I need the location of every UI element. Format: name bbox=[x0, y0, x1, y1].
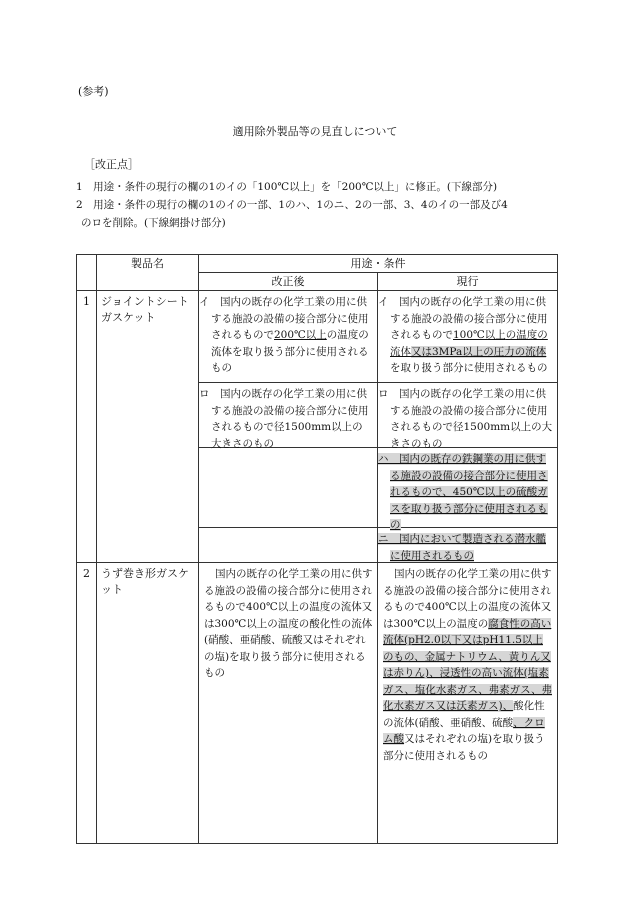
new-condition-i: イ 国内の既存の化学工業の用に供する施設の設備の接合部分に使用されるもので200℃以上の温度の流体を取り扱う部分に使用されるもの bbox=[199, 291, 378, 383]
note-2-line-2: のロを削除。(下線網掛け部分) bbox=[81, 217, 226, 229]
new-condition-ni-empty bbox=[199, 528, 378, 563]
current-condition-i: イ 国内の既存の化学工業の用に供する施設の設備の接合部分に使用されるもので100℃以上の温度の流体又は3MPa以上の圧力の流体を取り扱う部分に使用されるもの bbox=[378, 291, 558, 383]
exemption-table bbox=[76, 254, 558, 844]
header-row-1 bbox=[77, 255, 558, 273]
header-new: 改正後 bbox=[199, 273, 378, 291]
note-1: 1 用途・条件の現行の欄の1のイの「100℃以上」を「200℃以上」に修正。(下線部分) bbox=[76, 181, 498, 193]
current-condition-ni: ニ 国内において製造される潜水艦に使用されるもの bbox=[378, 528, 558, 563]
new-condition-ro: ロ 国内の既存の化学工業の用に供する施設の設備の接合部分に使用されるもので径1500mm以上の大きさのもの bbox=[199, 383, 378, 448]
note-2 bbox=[76, 196, 508, 232]
current-condition-ro: ロ 国内の既存の化学工業の用に供する施設の設備の接合部分に使用されるもので径1500mm以上の大きさのもの bbox=[378, 383, 558, 448]
table-row bbox=[77, 563, 558, 844]
row-number: 2 bbox=[77, 563, 97, 844]
table-row bbox=[77, 291, 558, 383]
product-name: うず巻き形ガスケット bbox=[97, 563, 199, 844]
current-condition: 国内の既存の化学工業の用に供する施設の設備の接合部分に使用されるもので400℃以上の温度の流体又は300℃以上の温度の腐食性の高い流体(pH2.0以下又はpH11.5以上のもの、金属ナトリウム、黄りん又は赤りん)、浸透性の高い流体(塩素ガス、塩化水素ガス、弗素ガス、弗化水素ガス又は沃素ガス)、酸化性の流体(硝酸、亜硝酸、硫酸、クロム酸又はそれぞれの塩)を取り扱う部分に使用されるもの bbox=[378, 563, 558, 844]
product-name: ジョイントシートガスケット bbox=[97, 291, 199, 563]
new-condition: 国内の既存の化学工業の用に供する施設の設備の接合部分に使用されるもので400℃以上の温度の流体又は300℃以上の温度の酸化性の流体(硝酸、亜硝酸、硫酸又はそれぞれの塩)を取り扱う部分に使用されるもの bbox=[199, 563, 378, 844]
header-product: 製品名 bbox=[97, 255, 199, 291]
current-condition-ha: ハ 国内の既存の鉄鋼業の用に供する施設の設備の接合部分に使用されるもので、450℃以上の硫酸ガスを取り扱う部分に使用されるもの bbox=[378, 448, 558, 528]
section-label: ［改正点］ bbox=[84, 158, 139, 171]
header-no bbox=[77, 255, 97, 291]
new-condition-ha-empty bbox=[199, 448, 378, 528]
header-usage: 用途・条件 bbox=[199, 255, 558, 273]
header-current: 現行 bbox=[378, 273, 558, 291]
row-number: 1 bbox=[77, 291, 97, 563]
document-title: 適用除外製品等の見直しについて bbox=[232, 125, 398, 138]
note-2-line-1: 2 用途・条件の現行の欄の1のイの一部、1のハ、1のニ、2の一部、3、4のイの一部及び4 bbox=[76, 199, 508, 211]
reference-label: (参考) bbox=[78, 85, 109, 98]
